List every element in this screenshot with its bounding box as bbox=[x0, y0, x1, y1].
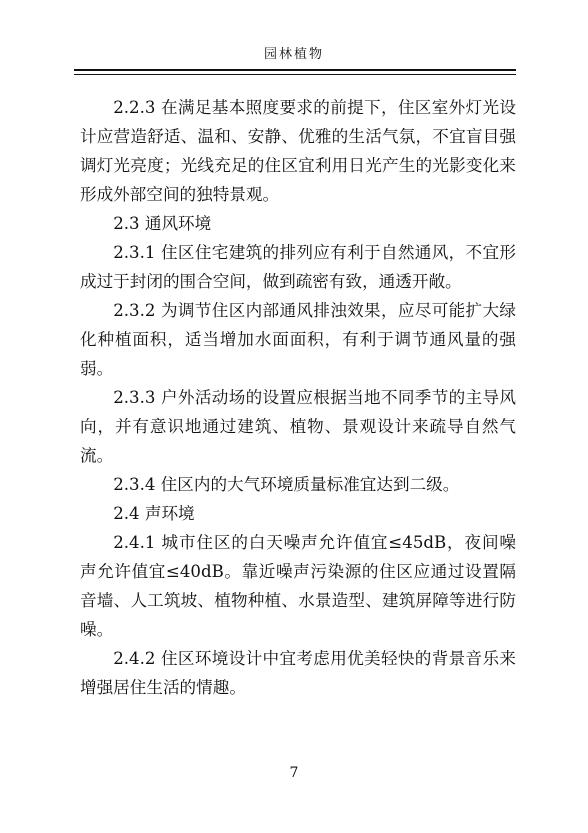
paragraph-2-3-2: 2.3.2 为调节住区内部通风排浊效果，应尽可能扩大绿化种植面积，适当增加水面面积，有利于调节通风量的强弱。 bbox=[80, 301, 516, 378]
page-number: 7 bbox=[289, 765, 299, 781]
heading-2-4-acoustic: 2.4 声环境 bbox=[113, 504, 195, 523]
running-header: 园林植物 bbox=[263, 47, 324, 62]
paragraph-2-3-1: 2.3.1 住区住宅建筑的排列应有利于自然通风，不宜形成过于封闭的围合空间，做到疏密有致，通透开敞。 bbox=[80, 243, 516, 291]
paragraph-2-4-2: 2.4.2 住区环境设计中宜考虑用优美轻快的背景音乐来增强居住生活的情趣。 bbox=[80, 649, 516, 697]
heading-2-3-ventilation: 2.3 通风环境 bbox=[113, 214, 212, 233]
header-rule-thin bbox=[74, 74, 516, 75]
body-text bbox=[80, 93, 516, 702]
header-rule-thick bbox=[74, 69, 516, 71]
paragraph-2-3-3: 2.3.3 户外活动场的设置应根据当地不同季节的主导风向，并有意识地通过建筑、植物、景观设计来疏导自然气流。 bbox=[80, 388, 516, 465]
paragraph-2-3-4: 2.3.4 住区内的大气环境质量标准宜达到二级。 bbox=[113, 475, 460, 494]
paragraph-2-4-1: 2.4.1 城市住区的白天噪声允许值宜≤45dB，夜间噪声允许值宜≤40dB。靠近噪声污染源的住区应通过设置隔音墙、人工筑坡、植物种植、水景造型、建筑屏障等进行防噪。 bbox=[80, 533, 516, 639]
paragraph-2-2-3: 2.2.3 在满足基本照度要求的前提下，住区室外灯光设计应营造舒适、温和、安静、优雅的生活气氛，不宜盲目强调灯光亮度；光线充足的住区宜利用日光产生的光影变化来形成外部空间的独特景观。 bbox=[80, 98, 516, 204]
